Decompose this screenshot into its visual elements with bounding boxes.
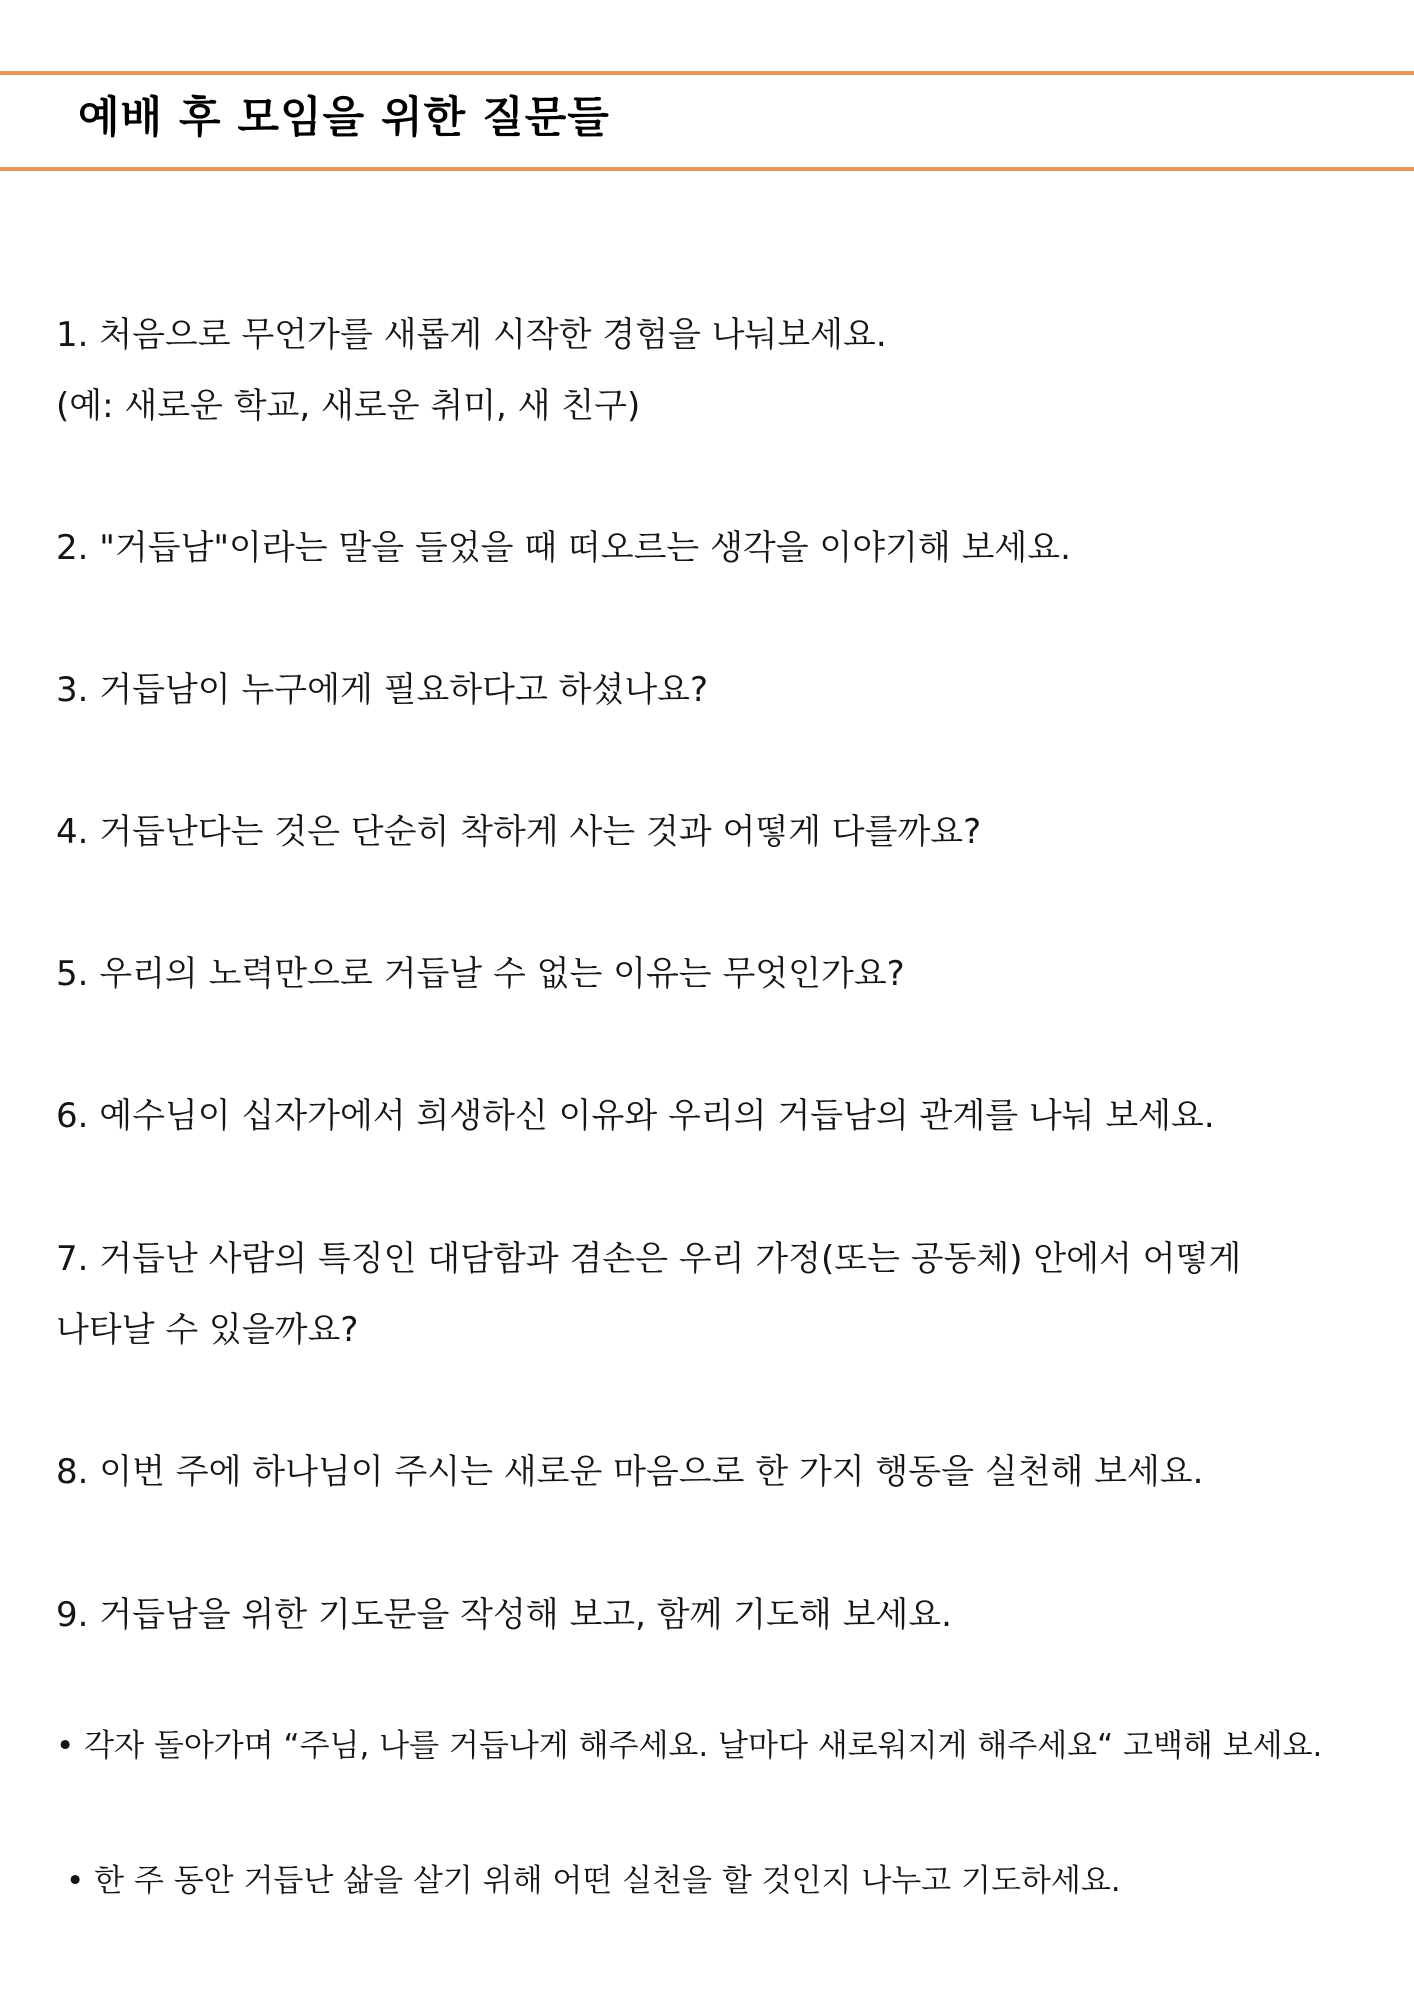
question-2: 2. "거듭남"이라는 말을 들었을 때 떠오르는 생각을 이야기해 보세요. [56,528,1071,568]
question-6: 6. 예수님이 십자가에서 희생하신 이유와 우리의 거듭남의 관계를 나눠 보세요. [56,1096,1215,1136]
question-1: 1. 처음으로 무언가를 새롭게 시작한 경험을 나눠보세요. [56,315,887,355]
question-7-continued: 나타날 수 있을까요? [56,1310,359,1350]
bullet-item-2: • 한 주 동안 거듭난 삶을 살기 위해 어떤 실천을 할 것인지 나누고 기도하세요. [66,1863,1121,1899]
bullet-item-1: • 각자 돌아가며 “주님, 나를 거듭나게 해주세요. 날마다 새로워지게 해주세요“ 고백해 보세요. [56,1728,1323,1764]
question-8: 8. 이번 주에 하나님이 주시는 새로운 마음으로 한 가지 행동을 실천해 보세요. [56,1452,1204,1492]
question-9: 9. 거듭남을 위한 기도문을 작성해 보고, 함께 기도해 보세요. [56,1595,952,1635]
question-5: 5. 우리의 노력만으로 거듭날 수 없는 이유는 무엇인가요? [56,954,905,994]
header-bottom-rule [0,167,1414,171]
question-1-example: (예: 새로운 학교, 새로운 취미, 새 친구) [56,386,641,426]
page-title: 예배 후 모임을 위한 질문들 [78,93,610,143]
question-4: 4. 거듭난다는 것은 단순히 착하게 사는 것과 어떻게 다를까요? [56,812,982,852]
header-top-rule [0,71,1414,75]
question-3: 3. 거듭남이 누구에게 필요하다고 하셨나요? [56,670,709,710]
question-7: 7. 거듭난 사람의 특징인 대담함과 겸손은 우리 가정(또는 공동체) 안에서 어떻게 [56,1239,1242,1279]
